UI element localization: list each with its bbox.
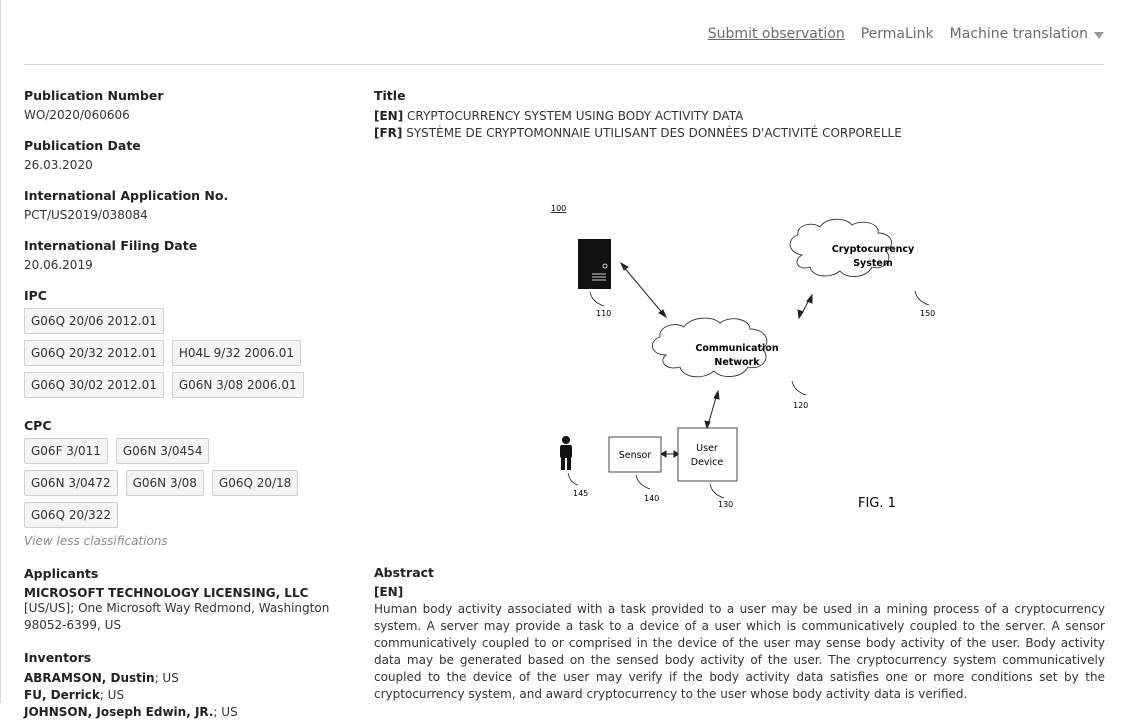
network-label-2: Network [714, 357, 760, 368]
ipc-tag[interactable]: G06Q 30/02 2012.01 [24, 372, 164, 398]
leader-line [590, 292, 604, 306]
filing-date-label: International Filing Date [24, 238, 198, 253]
caret-down-icon [1094, 32, 1104, 39]
bibliographic-data [24, 88, 344, 721]
leader-line [710, 484, 724, 498]
sensor-label: Sensor [618, 450, 652, 461]
inventor-name: FU, Derrick [24, 688, 100, 702]
cpc-label: CPC [24, 418, 52, 433]
international-application-label: International Application No. [24, 188, 229, 203]
page-left-border [0, 0, 1, 703]
cpc-tag[interactable]: G06N 3/0454 [116, 438, 210, 464]
device-label-2: Device [690, 457, 724, 468]
ref-110: 110 [596, 309, 612, 318]
ref-100: 100 [551, 204, 567, 213]
device-label-1: User [696, 443, 718, 454]
leader-line [792, 381, 806, 395]
inventor-country: ; US [154, 671, 179, 685]
abstract-section [374, 565, 1105, 703]
title-en-text: CRYPTOCURRENCY SYSTEM USING BODY ACTIVITY DATA [407, 109, 744, 123]
ref-150: 150 [920, 309, 936, 318]
title-en [374, 108, 1104, 125]
ipc-label: IPC [24, 288, 47, 303]
title-fr [374, 125, 1104, 142]
action-bar [708, 26, 1104, 42]
ref-120: 120 [793, 401, 809, 410]
inventors-label: Inventors [24, 650, 92, 665]
leader-line [636, 475, 650, 489]
figure-svg [540, 195, 970, 515]
abstract-lang-tag: [EN] [374, 585, 404, 599]
cpc-tag[interactable]: G06Q 20/322 [24, 502, 118, 528]
filing-date: 20.06.2019 [24, 258, 93, 272]
inventor-item [24, 687, 344, 704]
ipc-tag-list [24, 308, 304, 398]
publication-date-label: Publication Date [24, 138, 141, 153]
title-label: Title [374, 88, 406, 103]
lang-tag-en: [EN] [374, 109, 404, 123]
cpc-tag[interactable]: G06N 3/08 [126, 470, 204, 496]
header-divider [24, 64, 1104, 65]
ipc-tag[interactable]: G06N 3/08 2006.01 [172, 372, 304, 398]
inventor-item [24, 670, 344, 687]
view-less-classifications-link[interactable]: View less classifications [24, 534, 168, 548]
international-application-number: PCT/US2019/038084 [24, 208, 148, 222]
cpc-tag[interactable]: G06F 3/011 [24, 438, 108, 464]
leader-line [915, 291, 929, 305]
machine-translation-label: Machine translation [949, 26, 1088, 42]
cpc-tag-list [24, 438, 304, 528]
cpc-tag[interactable]: G06Q 20/18 [212, 470, 298, 496]
inventor-item [24, 704, 344, 721]
ipc-tag[interactable]: G06Q 20/32 2012.01 [24, 340, 164, 366]
person-icon [560, 436, 572, 470]
network-label-1: Communication [695, 343, 779, 354]
publication-number-label: Publication Number [24, 88, 164, 103]
publication-date: 26.03.2020 [24, 158, 93, 172]
lang-tag-fr: [FR] [374, 126, 403, 140]
server-icon [578, 239, 611, 289]
inventor-country: ; US [213, 705, 238, 719]
applicant-address: [US/US]; One Microsoft Way Redmond, Washington 98052-6399, US [24, 601, 330, 632]
leader-line [568, 473, 578, 485]
applicants-label: Applicants [24, 566, 99, 581]
inventor-name: ABRAMSON, Dustin [24, 671, 155, 685]
submit-observation-link[interactable]: Submit observation [707, 26, 845, 42]
permalink-link[interactable]: PermaLink [860, 26, 934, 42]
ipc-tag[interactable]: G06Q 20/06 2012.01 [24, 308, 164, 334]
abstract-text: Human body activity associated with a task provided to a user may be used in a mining process of a cryptocurrency system. A server may provide a task to a device of a user which is communicatively coupled to the server. A sensor communicatively coupled to or comprised in the device of the user may sense body activity of the user. Body activity data may be generated based on the sensed body activity of the user. The cryptocurrency system communicatively coupled to the device of the user may verify if the body activity data satisfies one or more conditions set by the cryptocurrency system, and award cryptocurrency to the user whose body activity data is verified. [374, 602, 1105, 701]
cpc-tag[interactable]: G06N 3/0472 [24, 470, 118, 496]
title-fr-text: SYSTÈME DE CRYPTOMONNAIE UTILISANT DES DONNÉES D'ACTIVITÉ CORPORELLE [406, 126, 902, 140]
ipc-tag[interactable]: H04L 9/32 2006.01 [172, 340, 301, 366]
machine-translation-dropdown[interactable] [950, 26, 1104, 42]
crypto-label-2: System [853, 258, 893, 269]
ref-145: 145 [573, 489, 589, 498]
publication-number: WO/2020/060606 [24, 108, 130, 122]
ref-130: 130 [718, 500, 734, 509]
applicant-name: MICROSOFT TECHNOLOGY LICENSING, LLC [24, 586, 309, 600]
patent-drawing[interactable] [540, 195, 970, 515]
title-section [374, 88, 1104, 142]
inventor-country: ; US [99, 688, 125, 702]
crypto-label-1: Cryptocurrency [831, 244, 915, 255]
abstract-label: Abstract [374, 565, 435, 580]
user-device-box [678, 428, 737, 481]
inventor-name: JOHNSON, Joseph Edwin, JR. [24, 705, 214, 719]
ref-140: 140 [644, 494, 660, 503]
figure-caption: FIG. 1 [858, 496, 896, 511]
